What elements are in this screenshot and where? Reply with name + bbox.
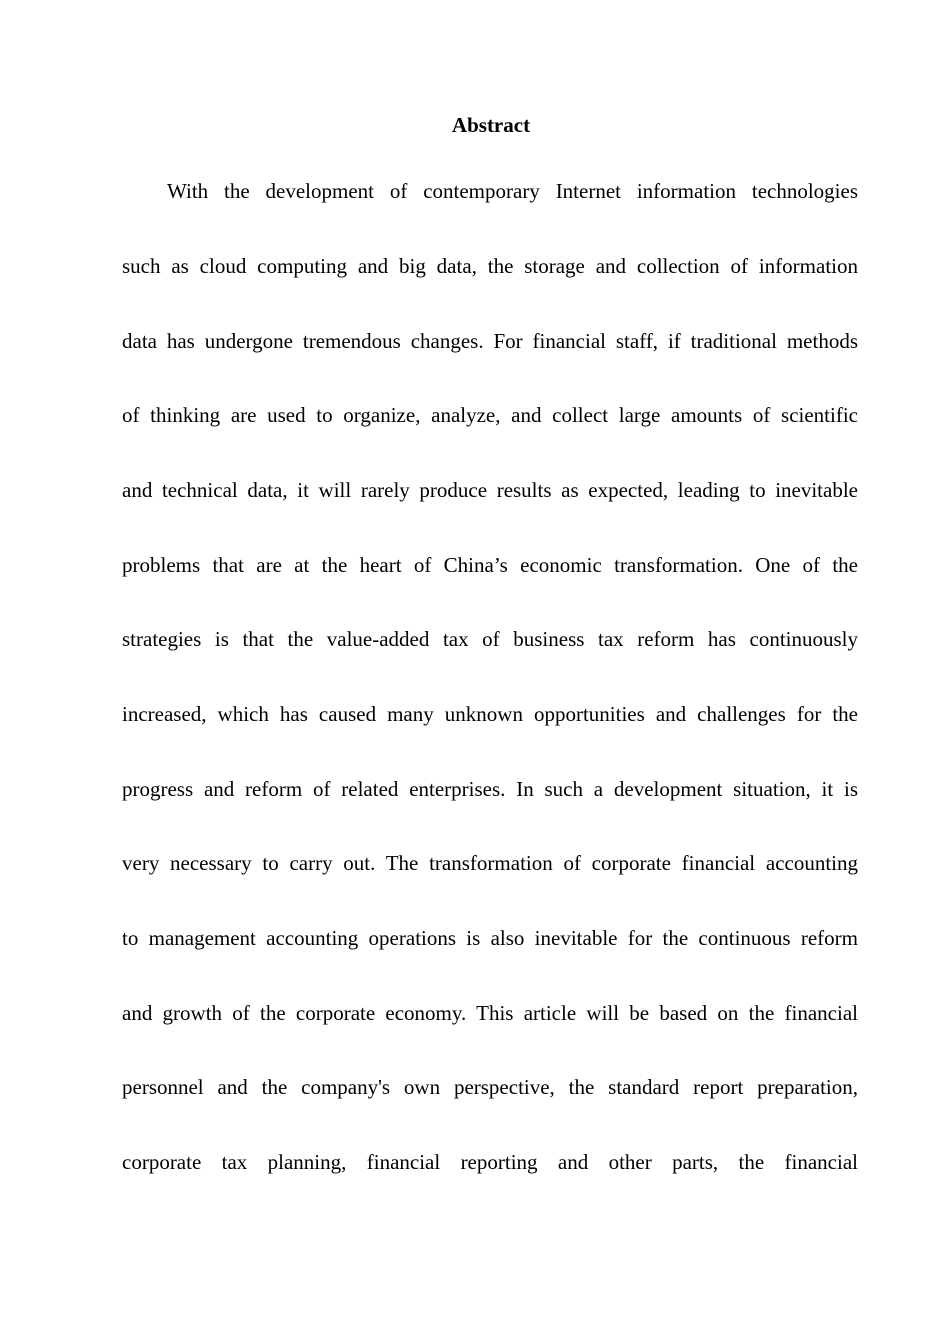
abstract-line: very necessary to carry out. The transformation of corporate financial accounting [122, 851, 858, 875]
abstract-line: progress and reform of related enterprises. In such a development situation, it is [122, 777, 858, 801]
abstract-line: such as cloud computing and big data, the storage and collection of information [122, 254, 858, 278]
abstract-line: problems that are at the heart of China’s economic transformation. One of the [122, 553, 858, 577]
abstract-line: and technical data, it will rarely produce results as expected, leading to inevitable [122, 478, 858, 502]
abstract-line: corporate tax planning, financial reporting and other parts, the financial [122, 1150, 858, 1174]
abstract-line: increased, which has caused many unknown opportunities and challenges for the [122, 702, 858, 726]
abstract-line: data has undergone tremendous changes. For financial staff, if traditional methods [122, 329, 858, 353]
abstract-line: to management accounting operations is also inevitable for the continuous reform [122, 926, 858, 950]
abstract-line: and growth of the corporate economy. This article will be based on the financial [122, 1001, 858, 1025]
abstract-line: With the development of contemporary Internet information technologies [167, 179, 858, 203]
abstract-line: of thinking are used to organize, analyze, and collect large amounts of scientific [122, 403, 858, 427]
abstract-line: strategies is that the value-added tax of business tax reform has continuously [122, 627, 858, 651]
abstract-line: personnel and the company's own perspective, the standard report preparation, [122, 1075, 858, 1099]
abstract-heading: Abstract [451, 113, 531, 137]
